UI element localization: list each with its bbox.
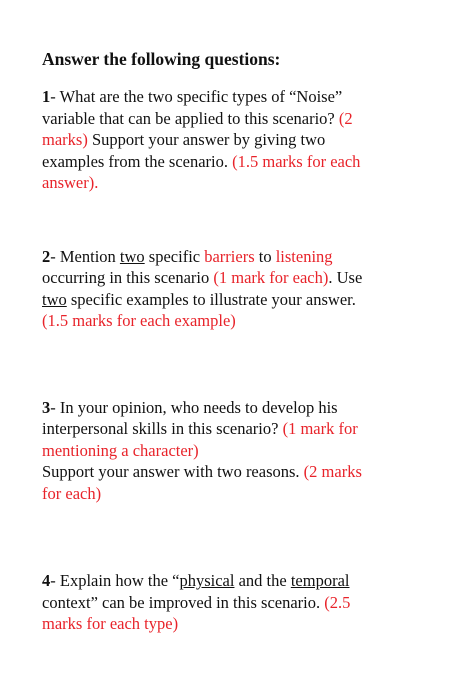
question-1 [42,86,412,194]
q4-underlined-physical: physical [179,571,235,590]
question-2-line-2 [42,267,412,289]
q1-marks-1: (2 [338,108,353,128]
document-page [42,48,412,635]
question-3-number: 3 [42,397,51,417]
question-3-line-2 [42,418,412,440]
q3-marks-2: mentioning a character) [42,440,199,460]
q2-text-1a: - Mention [50,246,120,266]
q1-text-3: Support your answer by giving two [87,130,326,149]
q2-text-2b: . Use [328,268,363,287]
q2-text-1c: to [254,246,276,266]
question-1-number: 1 [42,87,51,106]
question-4-line-1 [42,570,412,592]
q3-text-2: interpersonal skills in this scenario? [42,419,283,438]
q2-keyword-barriers: barriers [204,246,255,266]
question-3-line-4 [42,461,412,483]
question-3-line-3 [42,440,412,462]
q3-text-1: - In your opinion, who needs to develop his [50,397,338,417]
question-1-line-1 [42,86,412,108]
q3-marks-1: (1 mark for [282,419,358,438]
q1-marks-4: answer). [42,173,99,192]
q4-text-1b: and the [234,571,291,590]
q3-text-4: Support your answer with two reasons. [42,462,304,481]
question-3-line-1 [42,397,412,419]
q2-text-2a: occurring in this scenario [42,268,214,287]
question-4-line-3 [42,613,412,635]
question-1-line-2 [42,108,412,130]
question-4 [42,570,412,635]
q3-marks-3: (2 marks [303,462,362,481]
q4-text-1a: - Explain how the “ [50,571,180,590]
question-3-line-5 [42,483,412,505]
q4-underlined-temporal: temporal [290,571,350,590]
q2-text-3a: specific examples to illustrate your answer. [66,289,356,309]
q2-underlined-two-2: two [42,289,67,309]
page-heading: Answer the following questions: [42,49,281,69]
q3-marks-4: for each) [42,483,102,503]
q4-marks-2: marks for each type) [42,614,179,633]
question-1-line-3 [42,129,412,151]
q2-marks-1: (1 mark for each) [213,268,329,287]
question-4-line-2 [42,592,412,614]
q1-marks-3: (1.5 marks for each [232,151,361,171]
q1-text-4: examples from the scenario. [42,151,233,171]
question-2 [42,246,412,332]
question-2-line-3 [42,289,412,311]
q1-text-2: variable that can be applied to this scenario? [42,108,339,128]
q1-marks-2: marks) [42,130,88,149]
question-1-line-5 [42,172,412,194]
q2-marks-2: (1.5 marks for each example) [42,311,236,330]
question-2-line-1 [42,246,412,268]
q2-keyword-listening: listening [275,246,333,266]
q2-underlined-two-1: two [119,246,145,266]
question-4-number: 4 [42,571,51,590]
q1-text-1: - What are the two specific types of “Noise” [50,87,343,106]
question-2-number: 2 [42,246,51,266]
q4-marks-1: (2.5 [324,592,351,612]
q2-text-1b: specific [144,246,205,266]
question-1-line-4 [42,151,412,173]
q4-text-2: context” can be improved in this scenario. [42,592,325,612]
question-3 [42,397,412,505]
question-2-line-4 [42,310,412,332]
